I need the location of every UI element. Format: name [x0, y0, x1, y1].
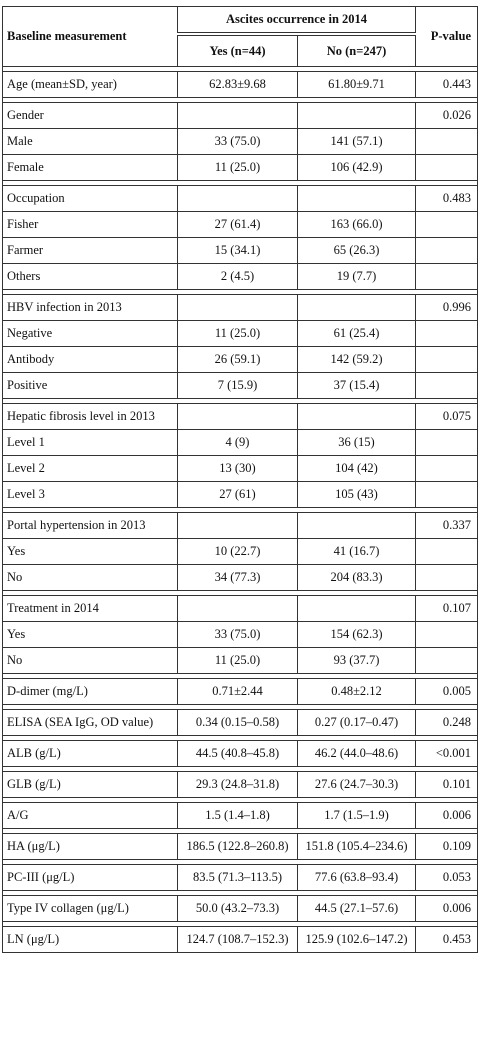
- no-value: 46.2 (44.0–48.6): [298, 741, 416, 767]
- p-value: 0.075: [416, 404, 478, 430]
- yes-value: 29.3 (24.8–31.8): [178, 772, 298, 798]
- yes-value: 62.83±9.68: [178, 72, 298, 98]
- yes-value: 44.5 (40.8–45.8): [178, 741, 298, 767]
- row-label: Yes: [3, 622, 178, 648]
- p-value: 0.006: [416, 803, 478, 829]
- header-group: Ascites occurrence in 2014: [178, 7, 416, 35]
- no-value: 41 (16.7): [298, 539, 416, 565]
- yes-value: 186.5 (122.8–260.8): [178, 834, 298, 860]
- table-row: [3, 513, 478, 539]
- row-label: Male: [3, 129, 178, 155]
- table-row: [3, 565, 478, 591]
- p-value: 0.006: [416, 896, 478, 922]
- yes-value: 0.34 (0.15–0.58): [178, 710, 298, 736]
- row-label: Farmer: [3, 238, 178, 264]
- row-label: HA (μg/L): [3, 834, 178, 860]
- p-value: 0.248: [416, 710, 478, 736]
- yes-value: 124.7 (108.7–152.3): [178, 927, 298, 953]
- yes-value: 0.71±2.44: [178, 679, 298, 705]
- p-value: 0.107: [416, 596, 478, 622]
- table-row: [3, 539, 478, 565]
- p-value: 0.101: [416, 772, 478, 798]
- table-row: [3, 596, 478, 622]
- row-label: Hepatic fibrosis level in 2013: [3, 404, 178, 430]
- table-row: [3, 404, 478, 430]
- row-label: Occupation: [3, 186, 178, 212]
- table-row: [3, 72, 478, 98]
- p-value: [416, 347, 478, 373]
- p-value: 0.109: [416, 834, 478, 860]
- p-value: 0.337: [416, 513, 478, 539]
- no-value: [298, 103, 416, 129]
- no-value: 142 (59.2): [298, 347, 416, 373]
- yes-value: 10 (22.7): [178, 539, 298, 565]
- yes-value: 11 (25.0): [178, 648, 298, 674]
- row-label: Level 1: [3, 430, 178, 456]
- yes-value: 13 (30): [178, 456, 298, 482]
- table-row: [3, 238, 478, 264]
- header-no: No (n=247): [298, 34, 416, 67]
- table-row: [3, 430, 478, 456]
- row-label: Gender: [3, 103, 178, 129]
- yes-value: [178, 186, 298, 212]
- no-value: 151.8 (105.4–234.6): [298, 834, 416, 860]
- p-value: [416, 622, 478, 648]
- table-row: [3, 456, 478, 482]
- no-value: [298, 404, 416, 430]
- p-value: 0.483: [416, 186, 478, 212]
- p-value: 0.005: [416, 679, 478, 705]
- table-row: [3, 741, 478, 767]
- row-label: Level 2: [3, 456, 178, 482]
- yes-value: 26 (59.1): [178, 347, 298, 373]
- no-value: [298, 513, 416, 539]
- no-value: [298, 186, 416, 212]
- p-value: [416, 264, 478, 290]
- table-row: [3, 103, 478, 129]
- row-label: Female: [3, 155, 178, 181]
- table-row: [3, 622, 478, 648]
- p-value: <0.001: [416, 741, 478, 767]
- p-value: [416, 373, 478, 399]
- no-value: 105 (43): [298, 482, 416, 508]
- yes-value: 4 (9): [178, 430, 298, 456]
- row-label: ELISA (SEA IgG, OD value): [3, 710, 178, 736]
- header-pvalue: P-value: [416, 7, 478, 67]
- row-label: Age (mean±SD, year): [3, 72, 178, 98]
- no-value: 36 (15): [298, 430, 416, 456]
- no-value: 77.6 (63.8–93.4): [298, 865, 416, 891]
- table-row: [3, 129, 478, 155]
- no-value: 163 (66.0): [298, 212, 416, 238]
- yes-value: 1.5 (1.4–1.8): [178, 803, 298, 829]
- p-value: 0.996: [416, 295, 478, 321]
- no-value: 37 (15.4): [298, 373, 416, 399]
- row-label: Portal hypertension in 2013: [3, 513, 178, 539]
- baseline-table: [2, 6, 478, 953]
- table-row: [3, 155, 478, 181]
- yes-value: [178, 596, 298, 622]
- row-label: Others: [3, 264, 178, 290]
- row-label: Positive: [3, 373, 178, 399]
- p-value: [416, 456, 478, 482]
- p-value: [416, 648, 478, 674]
- header-yes: Yes (n=44): [178, 34, 298, 67]
- yes-value: 7 (15.9): [178, 373, 298, 399]
- yes-value: 50.0 (43.2–73.3): [178, 896, 298, 922]
- no-value: 65 (26.3): [298, 238, 416, 264]
- table-row: [3, 212, 478, 238]
- p-value: [416, 565, 478, 591]
- p-value: [416, 238, 478, 264]
- row-label: ALB (g/L): [3, 741, 178, 767]
- no-value: 19 (7.7): [298, 264, 416, 290]
- p-value: 0.053: [416, 865, 478, 891]
- p-value: 0.443: [416, 72, 478, 98]
- table-row: [3, 264, 478, 290]
- yes-value: 11 (25.0): [178, 321, 298, 347]
- no-value: [298, 295, 416, 321]
- yes-value: 27 (61): [178, 482, 298, 508]
- no-value: 27.6 (24.7–30.3): [298, 772, 416, 798]
- table-row: [3, 648, 478, 674]
- row-label: GLB (g/L): [3, 772, 178, 798]
- table-row: [3, 927, 478, 953]
- no-value: 154 (62.3): [298, 622, 416, 648]
- table-row: [3, 373, 478, 399]
- table-row: [3, 321, 478, 347]
- row-label: Yes: [3, 539, 178, 565]
- p-value: [416, 155, 478, 181]
- row-label: D-dimer (mg/L): [3, 679, 178, 705]
- p-value: [416, 129, 478, 155]
- table-row: [3, 482, 478, 508]
- p-value: [416, 539, 478, 565]
- row-label: Treatment in 2014: [3, 596, 178, 622]
- no-value: 204 (83.3): [298, 565, 416, 591]
- row-label: Fisher: [3, 212, 178, 238]
- p-value: [416, 212, 478, 238]
- yes-value: 34 (77.3): [178, 565, 298, 591]
- row-label: No: [3, 565, 178, 591]
- no-value: 0.27 (0.17–0.47): [298, 710, 416, 736]
- row-label: HBV infection in 2013: [3, 295, 178, 321]
- table-row: [3, 710, 478, 736]
- yes-value: 2 (4.5): [178, 264, 298, 290]
- p-value: [416, 430, 478, 456]
- no-value: 44.5 (27.1–57.6): [298, 896, 416, 922]
- table-row: [3, 865, 478, 891]
- row-label: PC-III (μg/L): [3, 865, 178, 891]
- yes-value: 15 (34.1): [178, 238, 298, 264]
- yes-value: [178, 404, 298, 430]
- no-value: 125.9 (102.6–147.2): [298, 927, 416, 953]
- row-label: Level 3: [3, 482, 178, 508]
- yes-value: 27 (61.4): [178, 212, 298, 238]
- no-value: 61 (25.4): [298, 321, 416, 347]
- row-label: LN (μg/L): [3, 927, 178, 953]
- yes-value: 33 (75.0): [178, 129, 298, 155]
- row-label: Negative: [3, 321, 178, 347]
- p-value: [416, 321, 478, 347]
- yes-value: [178, 295, 298, 321]
- row-label: Antibody: [3, 347, 178, 373]
- header-baseline: Baseline measurement: [3, 7, 178, 67]
- no-value: 0.48±2.12: [298, 679, 416, 705]
- no-value: 104 (42): [298, 456, 416, 482]
- yes-value: 83.5 (71.3–113.5): [178, 865, 298, 891]
- table-body: [3, 67, 478, 953]
- no-value: 106 (42.9): [298, 155, 416, 181]
- p-value: [416, 482, 478, 508]
- table-header-row: [3, 7, 478, 35]
- table-row: [3, 772, 478, 798]
- p-value: 0.453: [416, 927, 478, 953]
- no-value: 1.7 (1.5–1.9): [298, 803, 416, 829]
- yes-value: 11 (25.0): [178, 155, 298, 181]
- yes-value: 33 (75.0): [178, 622, 298, 648]
- no-value: 61.80±9.71: [298, 72, 416, 98]
- yes-value: [178, 103, 298, 129]
- table-row: [3, 347, 478, 373]
- table-row: [3, 186, 478, 212]
- table-row: [3, 896, 478, 922]
- table-row: [3, 834, 478, 860]
- no-value: 141 (57.1): [298, 129, 416, 155]
- row-label: A/G: [3, 803, 178, 829]
- row-label: Type IV collagen (μg/L): [3, 896, 178, 922]
- p-value: 0.026: [416, 103, 478, 129]
- table-row: [3, 803, 478, 829]
- table-row: [3, 295, 478, 321]
- yes-value: [178, 513, 298, 539]
- row-label: No: [3, 648, 178, 674]
- no-value: 93 (37.7): [298, 648, 416, 674]
- no-value: [298, 596, 416, 622]
- table-row: [3, 679, 478, 705]
